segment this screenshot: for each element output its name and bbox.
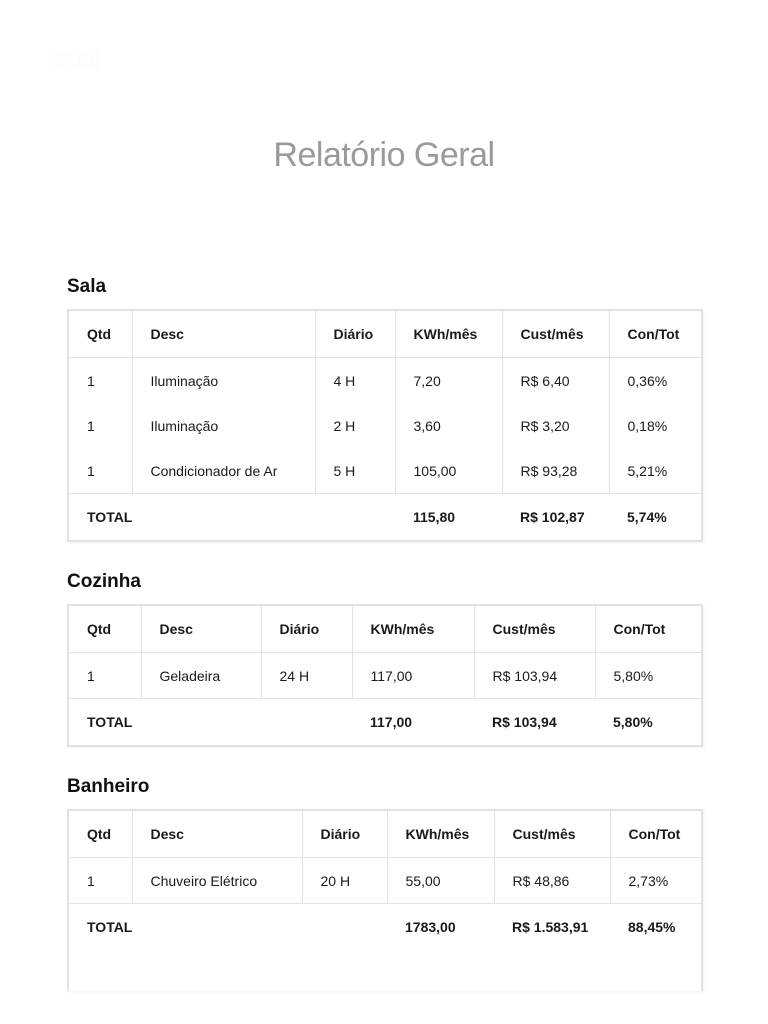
col-custo: Cust/mês <box>502 311 609 358</box>
cell-desc: Iluminação <box>132 403 315 448</box>
table-row <box>69 653 701 699</box>
table-header-row <box>69 811 701 858</box>
cell-diario: 5 H <box>315 448 395 494</box>
cell-diario: 20 H <box>302 858 387 904</box>
cell-diario: 24 H <box>261 653 352 699</box>
section-title-cozinha: Cozinha <box>67 571 141 592</box>
section-title-sala: Sala <box>67 276 107 297</box>
cell-diario: 2 H <box>315 403 395 448</box>
cell-kwh: 55,00 <box>387 858 494 904</box>
table-cozinha <box>67 604 703 747</box>
total-kwh: 117,00 <box>352 699 474 746</box>
cell-contot: 0,36% <box>627 372 668 389</box>
total-row <box>69 494 701 541</box>
total-label: TOTAL <box>69 699 352 746</box>
col-diario: Diário <box>261 606 352 653</box>
cell-custo: R$ 103,94 <box>474 653 595 699</box>
cell-desc: Iluminação <box>132 358 315 404</box>
col-contot: Con/Tot <box>610 811 701 858</box>
col-kwh: KWh/mês <box>395 311 502 358</box>
table-row <box>69 403 701 448</box>
cell-custo: R$ 48,86 <box>494 858 610 904</box>
cell-custo: R$ 3,20 <box>502 403 609 448</box>
col-custo: Cust/mês <box>494 811 610 858</box>
table-row <box>69 448 701 494</box>
total-contot: 88,45% <box>610 904 701 951</box>
col-diario: Diário <box>302 811 387 858</box>
cell-kwh: 3,60 <box>395 403 502 448</box>
section-title-banheiro: Banheiro <box>67 776 150 797</box>
cell-qtd: 1 <box>69 358 132 404</box>
total-custo: R$ 103,94 <box>474 699 595 746</box>
table-header-row <box>69 606 701 653</box>
total-custo: R$ 1.583,91 <box>494 904 610 951</box>
cell-kwh: 7,20 <box>395 358 502 404</box>
cell-desc: Chuveiro Elétrico <box>132 858 302 904</box>
total-kwh: 1783,00 <box>387 904 494 951</box>
cell-contot: 0,18% <box>627 417 668 434</box>
cell-qtd: 1 <box>69 403 132 448</box>
col-custo: Cust/mês <box>474 606 595 653</box>
cell-custo: R$ 93,28 <box>502 448 609 494</box>
cell-contot: 2,73% <box>628 872 669 889</box>
col-qtd: Qtd <box>69 811 132 858</box>
cell-kwh: 105,00 <box>395 448 502 494</box>
col-kwh: KWh/mês <box>387 811 494 858</box>
col-contot: Con/Tot <box>595 606 701 653</box>
table-row <box>69 858 701 904</box>
total-custo: R$ 102,87 <box>502 494 609 541</box>
table-header-row <box>69 311 701 358</box>
col-diario: Diário <box>315 311 395 358</box>
col-desc: Desc <box>141 606 261 653</box>
col-desc: Desc <box>132 811 302 858</box>
total-row <box>69 904 701 951</box>
cell-contot: 5,21% <box>627 462 668 479</box>
page-title: Relatório Geral <box>273 136 495 174</box>
total-contot: 5,80% <box>595 699 701 746</box>
table-sala <box>67 309 703 542</box>
col-qtd: Qtd <box>69 311 132 358</box>
total-label: TOTAL <box>69 494 395 541</box>
table-banheiro <box>67 809 703 991</box>
col-kwh: KWh/mês <box>352 606 474 653</box>
cell-qtd: 1 <box>69 653 141 699</box>
table-row <box>69 358 701 404</box>
enel-logo: enel <box>50 44 99 74</box>
total-label: TOTAL <box>69 904 387 951</box>
cell-desc: Condicionador de Ar <box>132 448 315 494</box>
cell-diario: 4 H <box>315 358 395 404</box>
cell-qtd: 1 <box>69 448 132 494</box>
cell-custo: R$ 6,40 <box>502 358 609 404</box>
cell-qtd: 1 <box>69 858 132 904</box>
col-desc: Desc <box>132 311 315 358</box>
cell-contot: 5,80% <box>613 667 654 684</box>
cell-desc: Geladeira <box>141 653 261 699</box>
total-kwh: 115,80 <box>395 494 502 541</box>
total-row <box>69 699 701 746</box>
cell-kwh: 117,00 <box>352 653 474 699</box>
total-contot: 5,74% <box>609 494 701 541</box>
col-qtd: Qtd <box>69 606 141 653</box>
col-contot: Con/Tot <box>609 311 701 358</box>
